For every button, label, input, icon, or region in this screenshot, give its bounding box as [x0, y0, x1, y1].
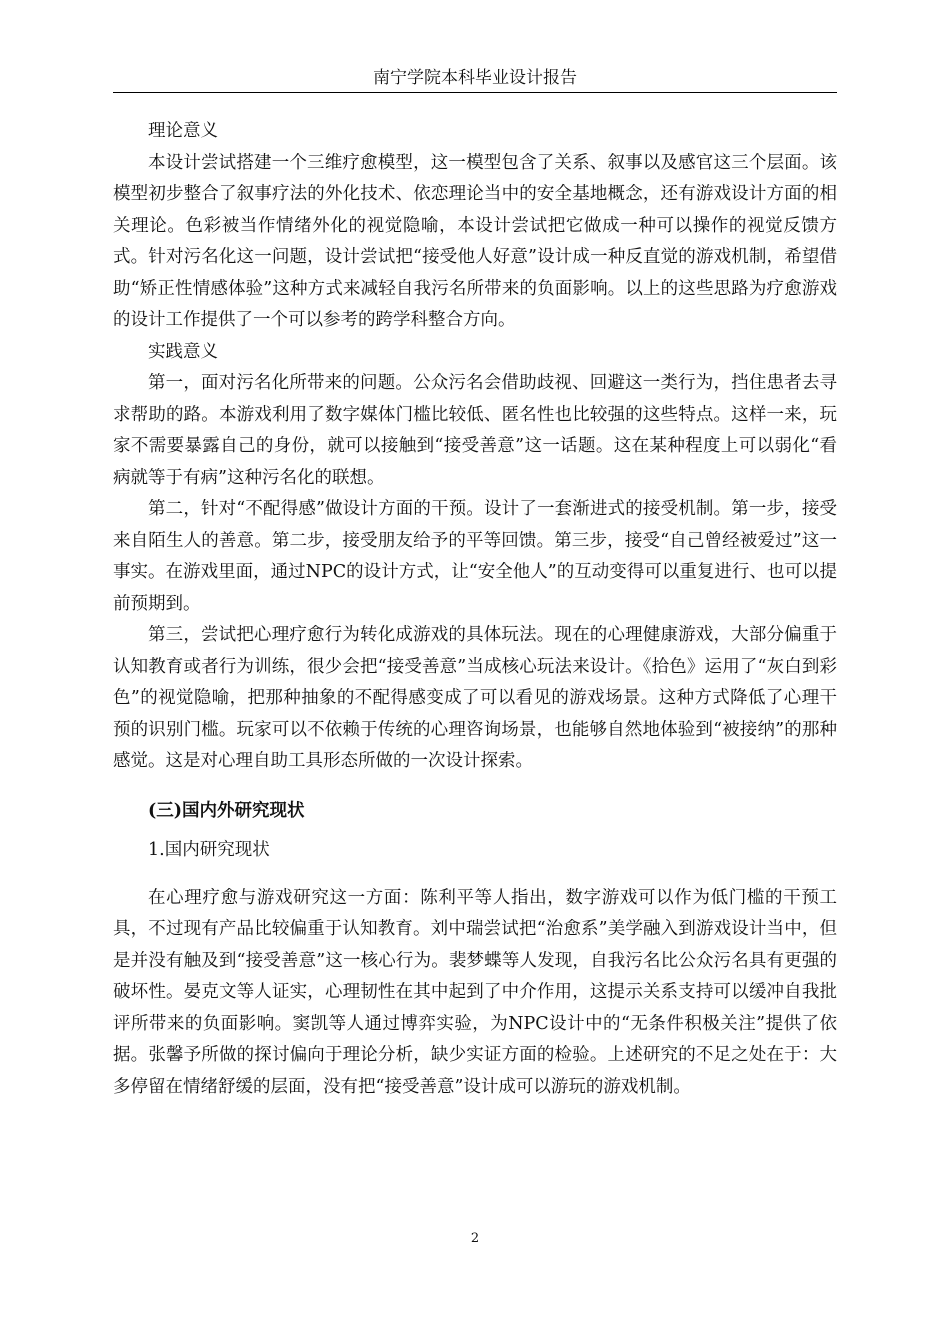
- paragraph-practice-3: 第三，尝试把心理疗愈行为转化成游戏的具体玩法。现在的心理健康游戏，大部分偏重于认知教育或者行为训练，很少会把“接受善意”当成核心玩法来设计。《拾色》运用了“灰白到彩色”的视觉隐喻，把那种抽象的不配得感变成了可以看见的游戏场景。这种方式降低了心理干预的识别门槛。玩家可以不依赖于传统的心理咨询场景，也能够自然地体验到“被接纳”的那种感觉。这是对心理自助工具形态所做的一次设计探索。: [113, 625, 837, 771]
- paragraph-theory: 本设计尝试搭建一个三维疗愈模型，这一模型包含了关系、叙事以及感官这三个层面。该模型初步整合了叙事疗法的外化技术、依恋理论当中的安全基地概念，还有游戏设计方面的相关理论。色彩被当作情绪外化的视觉隐喻，本设计尝试把它做成一种可以操作的视觉反馈方式。针对污名化这一问题，设计尝试把“接受他人好意”设计成一种反直觉的游戏机制，希望借助“矫正性情感体验”这种方式来减轻自我污名所带来的负面影响。以上的这些思路为疗愈游戏的设计工作提供了一个可以参考的跨学科整合方向。: [113, 152, 837, 330]
- subsection-heading: 1.国内研究现状: [148, 840, 270, 860]
- heading-practical-significance: 实践意义: [148, 341, 218, 362]
- page-header-title: 南宁学院本科毕业设计报告: [373, 68, 577, 88]
- heading-theoretical-significance: 理论意义: [148, 121, 218, 141]
- page-content: [113, 116, 837, 1103]
- header-rule: [113, 92, 837, 93]
- paragraph-practice-2: 第二，针对“不配得感”做设计方面的干预。设计了一套渐进式的接受机制。第一步，接受来自陌生人的善意。第二步，接受朋友给予的平等回馈。第三步，接受“自己曾经被爱过”这一事实。在游戏里面，通过NPC的设计方式，让“安全他人”的互动变得可以重复进行、也可以提前预期到。: [113, 499, 837, 614]
- section-heading: (三)国内外研究现状: [148, 800, 305, 821]
- paragraph-domestic-research: 在心理疗愈与游戏研究这一方面：陈利平等人指出，数字游戏可以作为低门槛的干预工具，不过现有产品比较偏重于认知教育。刘中瑞尝试把“治愈系”美学融入到游戏设计当中，但是并没有触及到“接受善意”这一核心行为。裴梦蝶等人发现，自我污名比公众污名具有更强的破坏性。晏克文等人证实，心理韧性在其中起到了中介作用，这提示关系支持可以缓冲自我批评所带来的负面影响。窦凯等人通过博弈实验，为NPC设计中的“无条件积极关注”提供了依据。张馨予所做的探讨偏向于理论分析，缺少实证方面的检验。上述研究的不足之处在于：大多停留在情绪舒缓的层面，没有把“接受善意”设计成可以游玩的游戏机制。: [113, 887, 837, 1097]
- page-number: 2: [470, 1231, 480, 1246]
- paragraph-practice-1: 第一，面对污名化所带来的问题。公众污名会借助歧视、回避这一类行为，挡住患者去寻求帮助的路。本游戏利用了数字媒体门槛比较低、匿名性也比较强的这些特点。这样一来，玩家不需要暴露自己的身份，就可以接触到“接受善意”这一话题。这在某种程度上可以弱化“看病就等于有病”这种污名化的联想。: [113, 373, 837, 488]
